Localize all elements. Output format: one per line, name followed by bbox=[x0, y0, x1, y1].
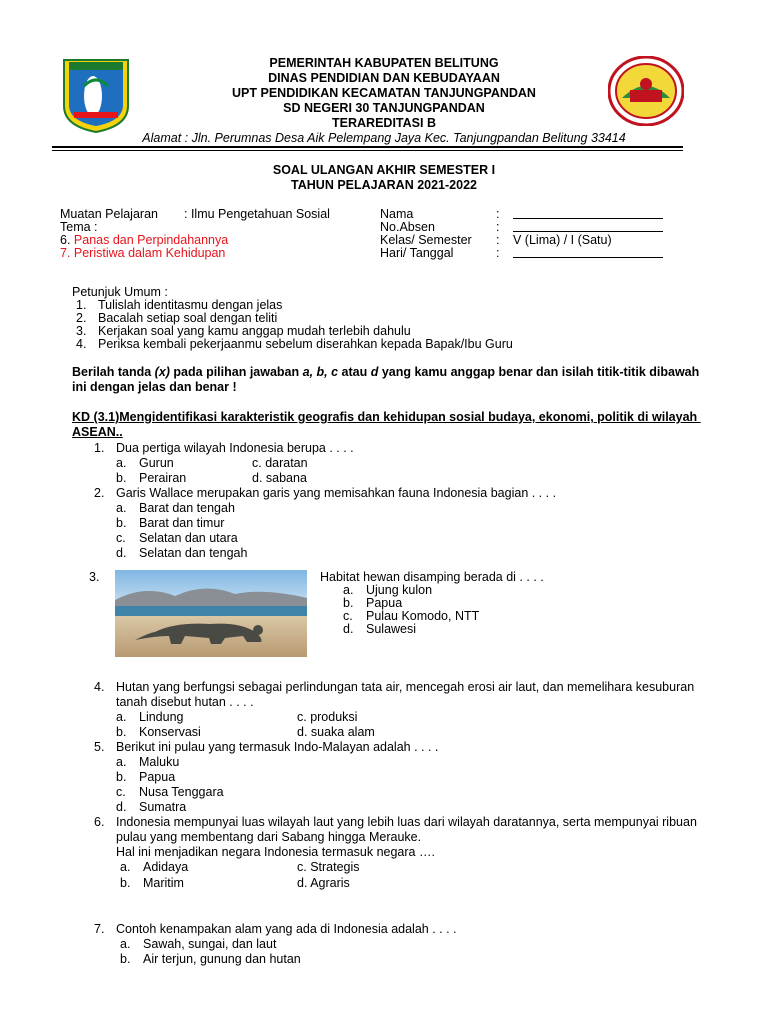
q4-b-letter: b. bbox=[116, 725, 127, 739]
q3-option-a[interactable]: Ujung kulon bbox=[366, 583, 433, 597]
q6-number: 6. bbox=[94, 815, 105, 829]
tema-7: 7. Peristiwa dalam Kehidupan bbox=[60, 246, 226, 260]
kelas-value: V (Lima) / I (Satu) bbox=[513, 233, 612, 247]
q3-option-d[interactable]: Sulawesi bbox=[366, 622, 417, 636]
petunjuk-title: Petunjuk Umum : bbox=[72, 285, 168, 299]
petunjuk-num-3: 3. bbox=[76, 324, 87, 338]
header-line-1: PEMERINTAH KABUPATEN BELITUNG bbox=[269, 56, 499, 70]
q1-option-d[interactable]: d. sabana bbox=[252, 471, 307, 485]
q3-option-c[interactable]: Pulau Komodo, NTT bbox=[366, 609, 480, 623]
tema-6 bbox=[60, 233, 228, 247]
q6-option-d[interactable]: d. Agraris bbox=[297, 876, 350, 890]
header-line-2: DINAS PENDIDIAN DAN KEBUDAYAAN bbox=[268, 71, 500, 85]
q5-b-letter: b. bbox=[116, 770, 127, 784]
q4-text-2: tanah disebut hutan . . . . bbox=[116, 695, 254, 709]
q4-text-1: Hutan yang berfungsi sebagai perlindungan tata air, mencegah erosi air laut, dan memelihara kesuburan bbox=[116, 680, 695, 694]
q6-option-a[interactable]: Adidaya bbox=[143, 860, 189, 874]
q5-option-a[interactable]: Maluku bbox=[139, 755, 180, 769]
q2-c-letter: c. bbox=[116, 531, 126, 545]
q7-text: Contoh kenampakan alam yang ada di Indonesia adalah . . . . bbox=[116, 922, 457, 936]
tema-6-text: Panas dan Perpindahannya bbox=[73, 233, 229, 247]
q4-option-b[interactable]: Konservasi bbox=[139, 725, 201, 739]
q5-option-b[interactable]: Papua bbox=[139, 770, 176, 784]
q7-number: 7. bbox=[94, 922, 105, 936]
q3-d-letter: d. bbox=[343, 622, 354, 636]
tema-6-number: 6. bbox=[60, 233, 71, 247]
instruction-text-c: atau bbox=[338, 365, 371, 379]
instruction-abc: a, b, c bbox=[302, 365, 339, 379]
q3-c-letter: c. bbox=[343, 609, 353, 623]
q6-text-2: pulau yang membentang dari Sabang hingga Merauke. bbox=[116, 830, 422, 844]
q6-text-1: Indonesia mempunyai luas wilayah laut yang lebih luas dari wilayah daratannya, serta mempunyai ribuan bbox=[116, 815, 697, 829]
exam-title: SOAL ULANGAN AKHIR SEMESTER I bbox=[272, 163, 496, 177]
muatan-value: : Ilmu Pengetahuan Sosial bbox=[184, 207, 330, 221]
q5-number: 5. bbox=[94, 740, 105, 754]
muatan-label: Muatan Pelajaran bbox=[60, 207, 158, 221]
q1-a-letter: a. bbox=[116, 456, 127, 470]
q6-a-letter: a. bbox=[120, 860, 131, 874]
header-line-4: SD NEGERI 30 TANJUNGPANDAN bbox=[283, 101, 485, 115]
q7-b-letter: b. bbox=[120, 952, 131, 966]
q2-option-d[interactable]: Selatan dan tengah bbox=[139, 546, 248, 560]
kd-line-1: KD (3.1)Mengidentifikasi karakteristik geografis dan kehidupan sosial budaya, ekonomi, politik di wilayah bbox=[72, 410, 701, 424]
q6-option-b[interactable]: Maritim bbox=[143, 876, 184, 890]
instruction-line-1 bbox=[72, 365, 699, 379]
q4-option-d[interactable]: d. suaka alam bbox=[297, 725, 375, 739]
instruction-text-a: Berilah tanda bbox=[72, 365, 155, 379]
header-line-5: TERAREDITASI B bbox=[332, 116, 436, 130]
q5-text: Berikut ini pulau yang termasuk Indo-Malayan adalah . . . . bbox=[116, 740, 439, 754]
petunjuk-item-1: Tulislah identitasmu dengan jelas bbox=[98, 298, 283, 312]
q4-number: 4. bbox=[94, 680, 105, 694]
kelas-colon: : bbox=[496, 233, 500, 247]
q3-option-b[interactable]: Papua bbox=[366, 596, 403, 610]
q4-a-letter: a. bbox=[116, 710, 127, 724]
school-address: Alamat : Jln. Perumnas Desa Aik Pelempang Jaya Kec. Tanjungpandan Belitung 33414 bbox=[142, 131, 626, 145]
petunjuk-item-2: Bacalah setiap soal dengan teliti bbox=[98, 311, 278, 325]
q1-option-a[interactable]: Gurun bbox=[139, 456, 174, 470]
petunjuk-num-4: 4. bbox=[76, 337, 87, 351]
q6-b-letter: b. bbox=[120, 876, 131, 890]
tema-label: Tema : bbox=[60, 220, 98, 234]
q7-option-a[interactable]: Sawah, sungai, dan laut bbox=[143, 937, 277, 951]
q3-a-letter: a. bbox=[343, 583, 354, 597]
q2-b-letter: b. bbox=[116, 516, 127, 530]
header-line-3: UPT PENDIDIKAN KECAMATAN TANJUNGPANDAN bbox=[232, 86, 536, 100]
petunjuk-num-1: 1. bbox=[76, 298, 87, 312]
header-divider-thin bbox=[52, 150, 683, 151]
q2-d-letter: d. bbox=[116, 546, 127, 560]
nama-label: Nama bbox=[380, 207, 414, 221]
komodo-photo bbox=[115, 570, 307, 657]
exam-year: TAHUN PELAJARAN 2021-2022 bbox=[291, 178, 477, 192]
q3-number: 3. bbox=[89, 570, 100, 584]
q6-option-c[interactable]: c. Strategis bbox=[297, 860, 360, 874]
petunjuk-item-3: Kerjakan soal yang kamu anggap mudah terlebih dahulu bbox=[98, 324, 411, 338]
q2-text: Garis Wallace merupakan garis yang memisahkan fauna Indonesia bagian . . . . bbox=[116, 486, 557, 500]
instruction-text-d: yang kamu anggap benar dan isilah titik-titik dibawah bbox=[378, 365, 700, 379]
q2-number: 2. bbox=[94, 486, 105, 500]
absen-colon: : bbox=[496, 220, 500, 234]
q1-option-b[interactable]: Perairan bbox=[139, 471, 187, 485]
q7-option-b[interactable]: Air terjun, gunung dan hutan bbox=[143, 952, 301, 966]
q6-text-3: Hal ini menjadikan negara Indonesia termasuk negara …. bbox=[116, 845, 435, 859]
q1-b-letter: b. bbox=[116, 471, 127, 485]
instruction-text-b: pada pilihan jawaban bbox=[169, 365, 303, 379]
q7-a-letter: a. bbox=[120, 937, 131, 951]
q5-d-letter: d. bbox=[116, 800, 127, 814]
q1-text: Dua pertiga wilayah Indonesia berupa . . . . bbox=[116, 441, 354, 455]
q5-a-letter: a. bbox=[116, 755, 127, 769]
q2-option-b[interactable]: Barat dan timur bbox=[139, 516, 225, 530]
q5-c-letter: c. bbox=[116, 785, 126, 799]
instruction-d: d bbox=[370, 365, 379, 379]
kd-line-2: ASEAN.. bbox=[72, 425, 123, 439]
instruction-x: (x) bbox=[154, 365, 170, 379]
absen-label: No.Absen bbox=[380, 220, 435, 234]
q1-number: 1. bbox=[94, 441, 105, 455]
q4-option-a[interactable]: Lindung bbox=[139, 710, 184, 724]
q5-option-c[interactable]: Nusa Tenggara bbox=[139, 785, 224, 799]
hari-label: Hari/ Tanggal bbox=[380, 246, 454, 260]
hari-field[interactable] bbox=[513, 246, 663, 261]
instruction-line-2: ini dengan jelas dan benar ! bbox=[72, 380, 237, 394]
q1-option-c[interactable]: c. daratan bbox=[252, 456, 308, 470]
q3-text: Habitat hewan disamping berada di . . . . bbox=[320, 570, 544, 584]
q3-b-letter: b. bbox=[343, 596, 354, 610]
kelas-label: Kelas/ Semester bbox=[380, 233, 472, 247]
q2-option-a[interactable]: Barat dan tengah bbox=[139, 501, 235, 515]
petunjuk-item-4: Periksa kembali pekerjaanmu sebelum diserahkan kepada Bapak/Ibu Guru bbox=[98, 337, 513, 351]
q2-a-letter: a. bbox=[116, 501, 127, 515]
header-divider bbox=[52, 146, 683, 148]
hari-colon: : bbox=[496, 246, 500, 260]
q4-option-c[interactable]: c. produksi bbox=[297, 710, 358, 724]
petunjuk-num-2: 2. bbox=[76, 311, 87, 325]
q2-option-c[interactable]: Selatan dan utara bbox=[139, 531, 238, 545]
nama-colon: : bbox=[496, 207, 500, 221]
q5-option-d[interactable]: Sumatra bbox=[139, 800, 187, 814]
